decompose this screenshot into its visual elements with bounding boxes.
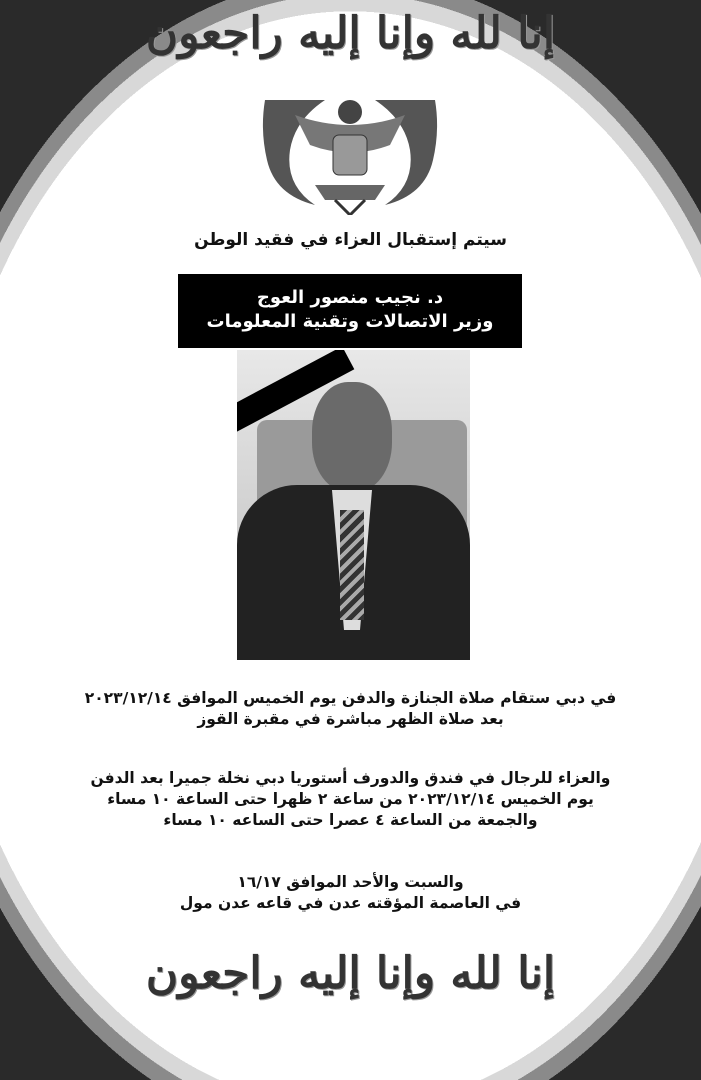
photo-tie: [340, 510, 364, 620]
condolence-line: يوم الخميس ٢٠٢٣/١٢/١٤ من ساعة ٢ ظهرا حتى الساعة ١٠ مساء: [107, 790, 594, 808]
condolence-line: والعزاء للرجال في فندق والدورف أستوريا دبي نخلة جميرا بعد الدفن: [90, 769, 611, 787]
deceased-title: وزير الاتصالات وتقنية المعلومات: [206, 311, 494, 332]
funeral-line: في دبي ستقام صلاة الجنازة والدفن يوم الخميس الموافق ٢٠٢٣/١٢/١٤: [84, 689, 617, 707]
intro-text: سيتم إستقبال العزاء في فقيد الوطن: [194, 230, 507, 250]
yemen-eagle-emblem-icon: [255, 90, 445, 215]
name-banner: [178, 274, 522, 348]
aden-line: والسبت والأحد الموافق ١٦/١٧: [237, 873, 464, 891]
portrait-photo: [237, 350, 470, 660]
footer-calligraphy: إنا لله وإنا إليه راجعون: [145, 948, 556, 999]
condolence-line: والجمعة من الساعة ٤ عصرا حتى الساعه ١٠ مساء: [163, 811, 538, 829]
aden-details: [20, 872, 681, 914]
aden-line: في العاصمة المؤقته عدن في قاعه عدن مول: [179, 894, 522, 912]
condolence-details: [20, 768, 681, 831]
photo-head: [312, 382, 392, 492]
funeral-details: [20, 688, 681, 730]
deceased-name: د. نجيب منصور العوج: [256, 287, 444, 308]
header-calligraphy: إنا لله وإنا إليه راجعون: [145, 8, 556, 59]
funeral-line: بعد صلاة الظهر مباشرة في مقبرة القوز: [197, 710, 504, 728]
